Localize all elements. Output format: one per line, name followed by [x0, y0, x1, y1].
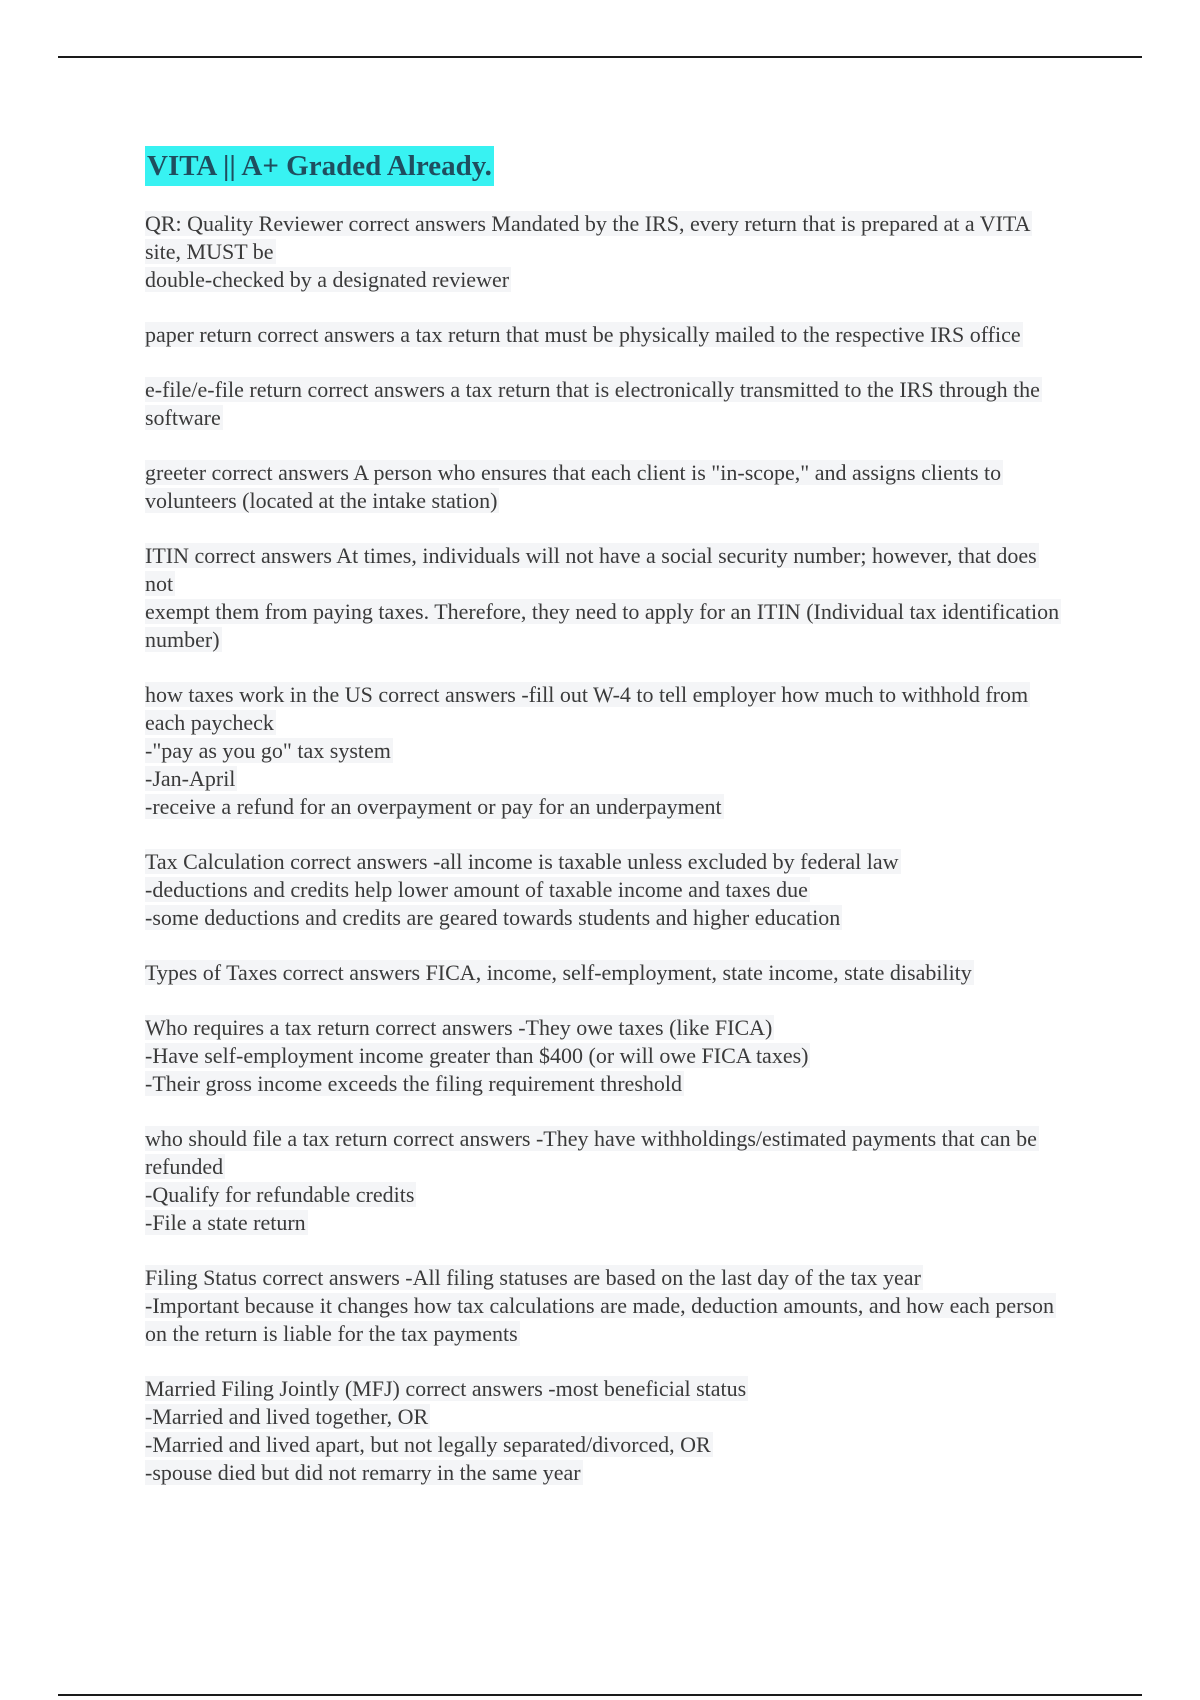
- qa-line-text: paper return correct answers a tax return that must be physically mailed to the respective IRS office: [145, 322, 1021, 347]
- qa-line-text: ITIN correct answers At times, individuals will not have a social security number; however, that does not: [145, 543, 1037, 596]
- qa-line: [145, 459, 1065, 515]
- page-top-rule: [58, 56, 1142, 58]
- qa-line-text: -spouse died but did not remarry in the same year: [145, 1460, 581, 1485]
- qa-line-text: how taxes work in the US correct answers -fill out W-4 to tell employer how much to withhold from each paycheck: [145, 682, 1029, 735]
- qa-line-text: Types of Taxes correct answers FICA, income, self-employment, state income, state disability: [145, 960, 972, 985]
- qa-entry: [145, 1264, 1065, 1348]
- qa-entry: [145, 1125, 1065, 1237]
- qa-line: [145, 321, 1065, 349]
- qa-line: [145, 848, 1065, 876]
- qa-entry: [145, 681, 1065, 821]
- qa-line: [145, 542, 1065, 598]
- qa-line-text: -Their gross income exceeds the filing requirement threshold: [145, 1071, 682, 1096]
- qa-line: [145, 1125, 1065, 1181]
- document-page: [145, 146, 1065, 1514]
- qa-line-text: -File a state return: [145, 1210, 306, 1235]
- qa-line-text: exempt them from paying taxes. Therefore, they need to apply for an ITIN (Individual tax identification number): [145, 599, 1060, 652]
- qa-line: [145, 1209, 1065, 1237]
- qa-line: [145, 1070, 1065, 1098]
- qa-entry: [145, 459, 1065, 515]
- qa-line-text: Who requires a tax return correct answers -They owe taxes (like FICA): [145, 1015, 773, 1040]
- qa-line: [145, 266, 1065, 294]
- qa-line: [145, 598, 1065, 654]
- page-bottom-rule: [58, 1694, 1142, 1696]
- document-title: VITA || A+ Graded Already.: [145, 146, 494, 186]
- qa-line-text: e-file/e-file return correct answers a tax return that is electronically transmitted to the IRS through the software: [145, 377, 1040, 430]
- qa-line-text: Tax Calculation correct answers -all income is taxable unless excluded by federal law: [145, 849, 899, 874]
- qa-line: [145, 793, 1065, 821]
- qa-line: [145, 1014, 1065, 1042]
- qa-entry: [145, 542, 1065, 654]
- qa-line-text: QR: Quality Reviewer correct answers Mandated by the IRS, every return that is prepared at a VITA site, MUST be: [145, 211, 1031, 264]
- qa-line: [145, 737, 1065, 765]
- qa-line: [145, 210, 1065, 266]
- qa-line: [145, 1181, 1065, 1209]
- qa-line-text: -Married and lived apart, but not legally separated/divorced, OR: [145, 1432, 711, 1457]
- qa-line: [145, 1459, 1065, 1487]
- qa-line-text: -Jan-April: [145, 766, 236, 791]
- qa-line: [145, 681, 1065, 737]
- qa-line: [145, 1264, 1065, 1292]
- qa-entry: [145, 1375, 1065, 1487]
- qa-entry: [145, 321, 1065, 349]
- qa-line-text: -Have self-employment income greater than $400 (or will owe FICA taxes): [145, 1043, 809, 1068]
- qa-line: [145, 1403, 1065, 1431]
- qa-line-text: Filing Status correct answers -All filing statuses are based on the last day of the tax year: [145, 1265, 921, 1290]
- qa-entry: [145, 959, 1065, 987]
- qa-line-text: Married Filing Jointly (MFJ) correct answers -most beneficial status: [145, 1376, 747, 1401]
- qa-line: [145, 765, 1065, 793]
- qa-line: [145, 876, 1065, 904]
- qa-entry: [145, 1014, 1065, 1098]
- qa-line: [145, 1375, 1065, 1403]
- qa-entry: [145, 848, 1065, 932]
- qa-line-text: -receive a refund for an overpayment or pay for an underpayment: [145, 794, 722, 819]
- qa-line: [145, 959, 1065, 987]
- qa-line: [145, 1292, 1065, 1348]
- qa-line-text: who should file a tax return correct answers -They have withholdings/estimated payments that can be refunded: [145, 1126, 1037, 1179]
- qa-line-text: -"pay as you go" tax system: [145, 738, 391, 763]
- qa-line: [145, 904, 1065, 932]
- qa-entry-list: [145, 210, 1065, 1487]
- qa-line-text: -deductions and credits help lower amount of taxable income and taxes due: [145, 877, 808, 902]
- qa-line-text: -some deductions and credits are geared towards students and higher education: [145, 905, 841, 930]
- qa-entry: [145, 376, 1065, 432]
- qa-entry: [145, 210, 1065, 294]
- qa-line: [145, 1042, 1065, 1070]
- qa-line-text: -Qualify for refundable credits: [145, 1182, 415, 1207]
- qa-line: [145, 1431, 1065, 1459]
- qa-line: [145, 376, 1065, 432]
- qa-line-text: double-checked by a designated reviewer: [145, 267, 510, 292]
- qa-line-text: greeter correct answers A person who ensures that each client is "in-scope," and assigns clients to volunteers (located at the intake station): [145, 460, 1002, 513]
- qa-line-text: -Important because it changes how tax calculations are made, deduction amounts, and how each person on the return is liable for the tax payments: [145, 1293, 1055, 1346]
- qa-line-text: -Married and lived together, OR: [145, 1404, 429, 1429]
